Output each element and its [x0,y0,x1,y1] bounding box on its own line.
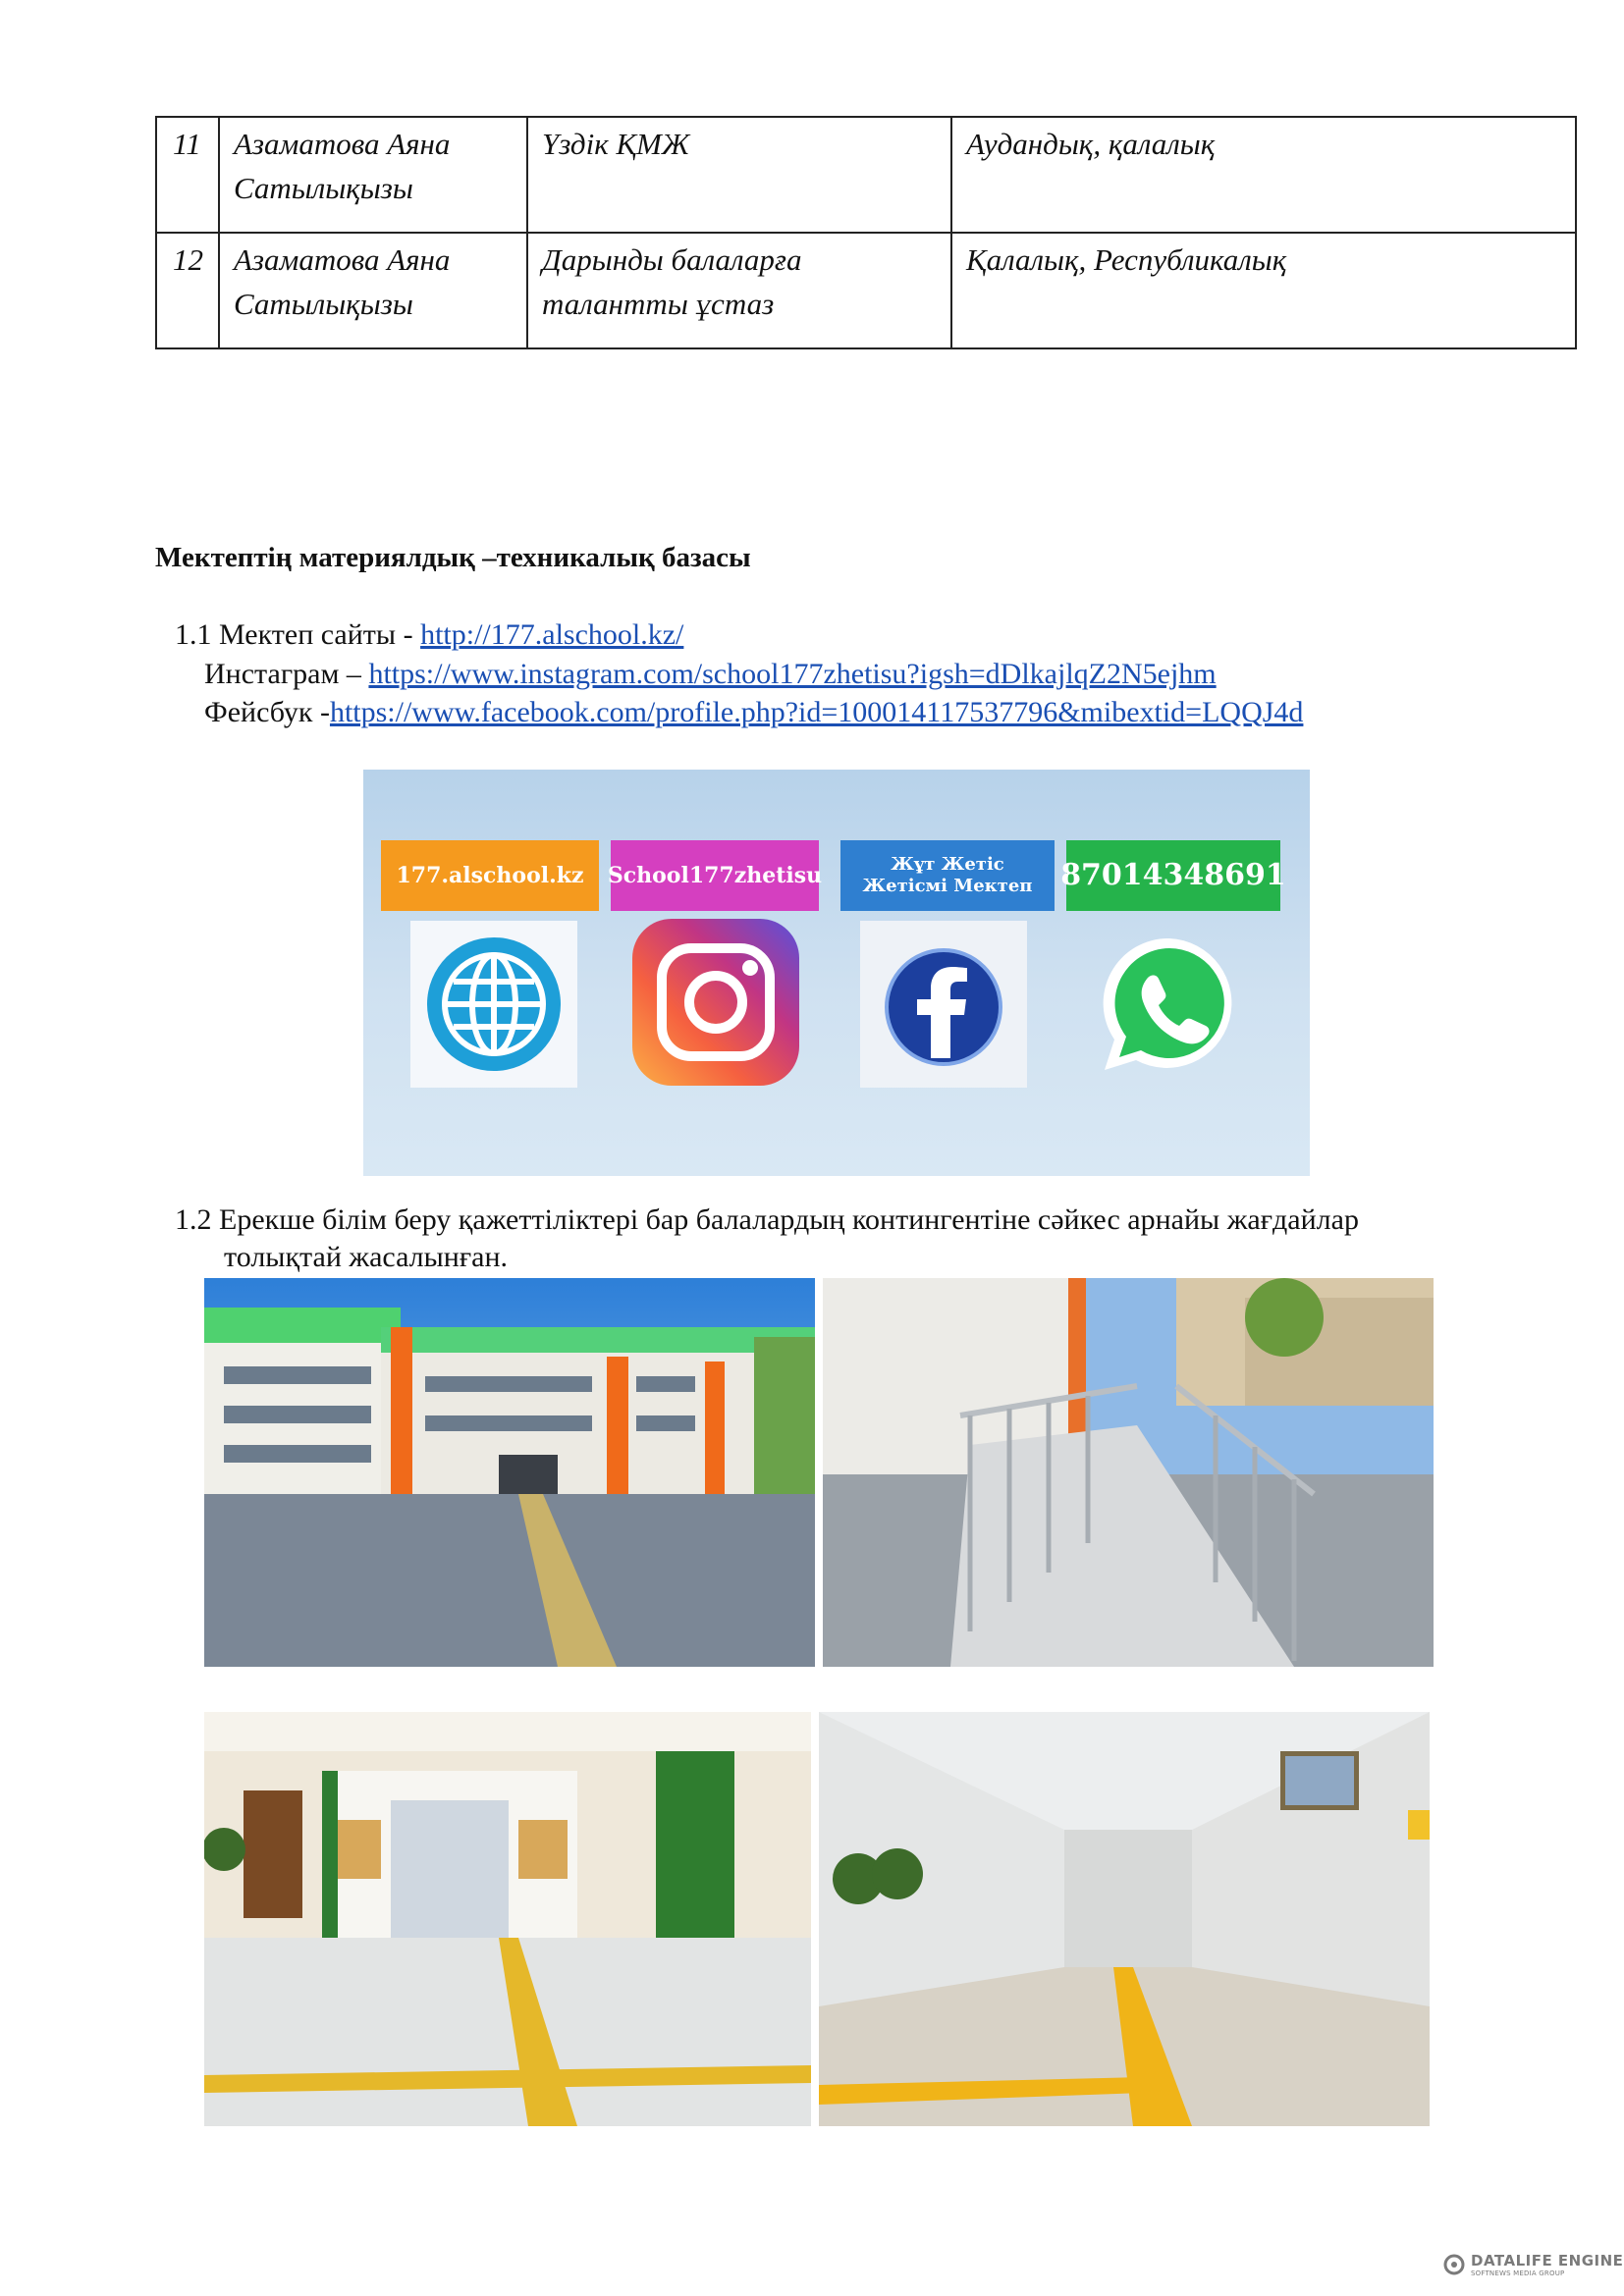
lobby-photo [204,1712,811,2126]
teacher-name: Азаматова Аяна Сатылықызы [219,117,527,233]
watermark-sub: SOFTNEWS MEDIA GROUP [1471,2269,1565,2277]
award-level: Аудандық, қалалық [951,117,1576,233]
facebook-prefix: Фейсбук - [204,696,330,728]
facebook-line [204,696,1303,729]
whatsapp-label: 87014348691 [1066,840,1280,911]
award-title: Үздік ҚМЖ [527,117,951,233]
datalife-logo-icon [1443,2254,1465,2275]
instagram-prefix: Инстаграм – [204,658,369,690]
facebook-link[interactable]: https://www.facebook.com/profile.php?id=100014117537796&mibextid=LQQJ4d [329,696,1304,728]
school-building-photo [204,1278,815,1667]
site-link[interactable]: http://177.alschool.kz/ [420,618,684,651]
instagram-icon [628,915,803,1090]
awards-table [155,116,1577,349]
row-number: 12 [156,233,219,348]
site-prefix: 1.1 Мектеп сайты - [175,618,421,651]
table-row [156,117,1576,233]
paragraph-line-2: толықтай жасалынған. [224,1241,509,1273]
teacher-name: Азаматова Аяна Сатылықызы [219,233,527,348]
ramp-photo [823,1278,1434,1667]
instagram-label: School177zhetisu [611,840,819,911]
facebook-label: Жұт Жетіс Жетісмі Мектеп [840,840,1055,911]
award-level: Қалалық, Республикалық [951,233,1576,348]
corridor-photo [819,1712,1430,2126]
facebook-icon [860,921,1027,1088]
site-line [175,618,683,652]
paragraph-line-1: 1.2 Ерекше білім беру қажеттіліктері бар балалардың контингентіне сәйкес арнайы жағдайлар [175,1203,1359,1236]
watermark-brand: DATALIFE ENGINE [1471,2252,1624,2269]
section-title: Мектептің материялдық –техникалық базасы [155,542,751,573]
site-label: 177.alschool.kz [381,840,599,911]
row-number: 11 [156,117,219,233]
award-title: Дарынды балаларға талантты ұстаз [527,233,951,348]
table-row [156,233,1576,348]
instagram-line [204,658,1217,691]
globe-icon [410,921,577,1088]
instagram-link[interactable]: https://www.instagram.com/school177zhetisu?igsh=dDlkajlqZ2N5ejhm [368,658,1217,690]
whatsapp-icon [1086,921,1253,1088]
watermark [1443,2252,1623,2277]
